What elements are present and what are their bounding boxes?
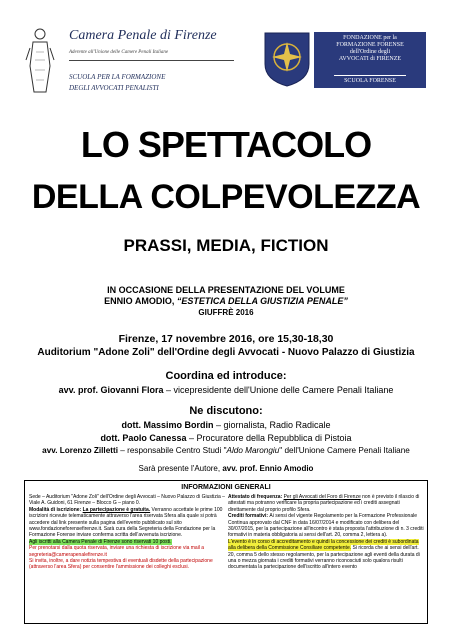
fondazione-emblem-icon <box>262 30 312 88</box>
book-title: “ESTETICA DELLA GIUSTIZIA PENALE” <box>176 296 348 306</box>
speaker-role: – responsabile Centro Studi " <box>117 446 227 455</box>
reserved-seats-note: Agli iscritti alla Camera Penale di Firenze sono riservati 10 posti. <box>29 538 172 545</box>
presence-text: Sarà presente l'Autore, <box>138 464 223 473</box>
publisher-line: GIUFFRÈ 2016 <box>198 308 254 317</box>
fondazione-line: AVVOCATI di FIRENZE <box>338 56 402 62</box>
speaker-name: avv. Lorenzo Zilletti <box>42 446 118 455</box>
attendance-text: non è previsto il rilascio di attestati ma potranno verificare la propria partecipazione ed i crediti assegnati direttamente dal proprio profilo Sfera. <box>228 494 420 513</box>
left-header-subtitle: Aderente all'Unione delle Camere Penali Italiane <box>69 50 169 55</box>
subtitle: PRASSI, MEDIA, FICTION <box>123 236 329 255</box>
general-info-box <box>24 480 428 624</box>
speaker-line <box>0 433 452 443</box>
coordinator-role: – vicepresidente dell'Unione delle Camere Penali Italiane <box>163 385 394 395</box>
fondazione-line: dell'Ordine degli <box>349 49 391 55</box>
occasion-line: IN OCCASIONE DELLA PRESENTAZIONE DEL VOLUME <box>107 285 345 295</box>
author-presence <box>0 464 452 473</box>
book-line <box>0 296 452 306</box>
info-attendance <box>228 494 424 513</box>
coordinator-name: avv. prof. Giovanni Flora <box>58 385 164 395</box>
speaker-role: – giornalista, Radio Radicale <box>213 420 331 430</box>
credits-label: Crediti formativi: <box>228 513 270 520</box>
fondazione-line: FONDAZIONE per la <box>343 35 397 41</box>
info-registration <box>29 507 225 539</box>
fondazione-header <box>262 30 427 90</box>
info-accreditation <box>228 539 424 571</box>
registration-text: Verranno accettate le prime 100 iscrizioni ricevute telematicamente attraverso l'area riservata Sfera alla quale si potrà accedere dal link presente sulla pagina dell'evento pubblicato sul sito www.fondazioneforensefirenze.it. Sarà cura della Segreteria della Fondazione per la Formazione Forense inviare conferma scritta dell'avvenuta iscrizione. <box>29 506 223 539</box>
coordinator-line <box>0 385 452 395</box>
cancellation-note: Si invita, inoltre, a dare notizia tempestiva di eventuali disdette della partecipazione (attraverso l'area Sfera) per consentire l'ammissione dei colleghi esclusi. <box>29 558 213 571</box>
attendance-label: Attestato di frequenza: <box>228 494 284 500</box>
speaker-role: – Procuratore della Repubblica di Pistoia <box>186 433 352 443</box>
presence-name: avv. prof. Ennio Amodio <box>222 464 314 473</box>
coordinator-heading: Coordina ed introduce: <box>165 370 287 382</box>
speaker-line <box>0 446 452 455</box>
school-line-1: SCUOLA PER LA FORMAZIONE <box>69 73 166 81</box>
info-left-column <box>29 494 225 571</box>
attendance-foro: Per gli Avvocati del Foro di Firenze <box>283 494 361 500</box>
speakers-heading: Ne discutono: <box>189 405 263 417</box>
event-venue: Auditorium "Adone Zoli" dell'Ordine degli Avvocati - Nuovo Palazzo di Giustizia <box>37 347 415 358</box>
speaker-name: dott. Massimo Bordin <box>121 420 214 430</box>
left-header-title: Camera Penale di Firenze <box>69 28 217 43</box>
title-line-2: DELLA COLPEVOLEZZA <box>31 178 421 216</box>
reservation-instructions: Per prenotarsi dalla quota riservata, inviare una richiesta di iscrizione via mail a segreteria@camerapenalefirenze.it <box>29 545 205 558</box>
speaker-role: " dell'Unione Camere Penali Italiane <box>279 446 410 455</box>
info-heading: INFORMAZIONI GENERALI <box>181 484 271 491</box>
credits-rule: Si ricorda che ai sensi dell'art. 20, comma 5 dello stesso regolamento, per la partecipazione agli eventi della durata di una o mezza giornata i crediti formativi verranno riconosciuti solo qualora risulti documentata la partecipazione dell'iscritto all'intero evento <box>228 545 420 571</box>
fondazione-name-box <box>314 32 426 88</box>
registration-label: Modalità di iscrizione: <box>29 506 83 513</box>
credits-text: Ai sensi del vigente Regolamento per la Formazione Professionale Continua approvato dal CNF in data 16/07/2014 e modificato con delibera del 30/07/2015, per la partecipazione all'incontro è stata proposta l'attribuzione di n. 3 crediti formativi in materia obbligatoria ai sensi dell'art. 20, comma 2, lettera a). <box>228 513 424 539</box>
speaker-line <box>0 420 452 430</box>
school-line-2: DEGLI AVVOCATI PENALISTI <box>69 84 159 92</box>
justice-figure-icon <box>24 26 56 94</box>
accreditation-note: L'evento è in corso di accreditamento e quindi la concessione dei crediti è subordinata alla delibera della Commissione Consiliare competente. <box>228 538 419 552</box>
fondazione-line: FORMAZIONE FORENSE <box>336 42 404 48</box>
fondazione-divider <box>334 75 406 76</box>
title-line-1: LO SPETTACOLO <box>80 124 372 165</box>
info-right-column <box>228 494 424 571</box>
event-date: Firenze, 17 novembre 2016, ore 15,30-18,30 <box>118 333 334 345</box>
info-venue: Sede – Auditorium "Adone Zoli" dell'Ordine degli Avvocati – Nuovo Palazzo di Giustizia – Viale A. Guidoni, 61 Firenze – Blocco G – piano 0. <box>29 494 225 507</box>
speaker-role-italic: Aldo Marongiu <box>226 446 280 455</box>
fondazione-line: SCUOLA FORENSE <box>344 78 396 84</box>
registration-free: La partecipazione è gratuita. <box>82 506 151 513</box>
camera-penale-header <box>24 18 254 103</box>
header-divider <box>69 60 234 61</box>
speaker-name: dott. Paolo Canessa <box>100 433 187 443</box>
info-credits <box>228 513 424 539</box>
book-author: ENNIO AMODIO, <box>104 296 177 306</box>
